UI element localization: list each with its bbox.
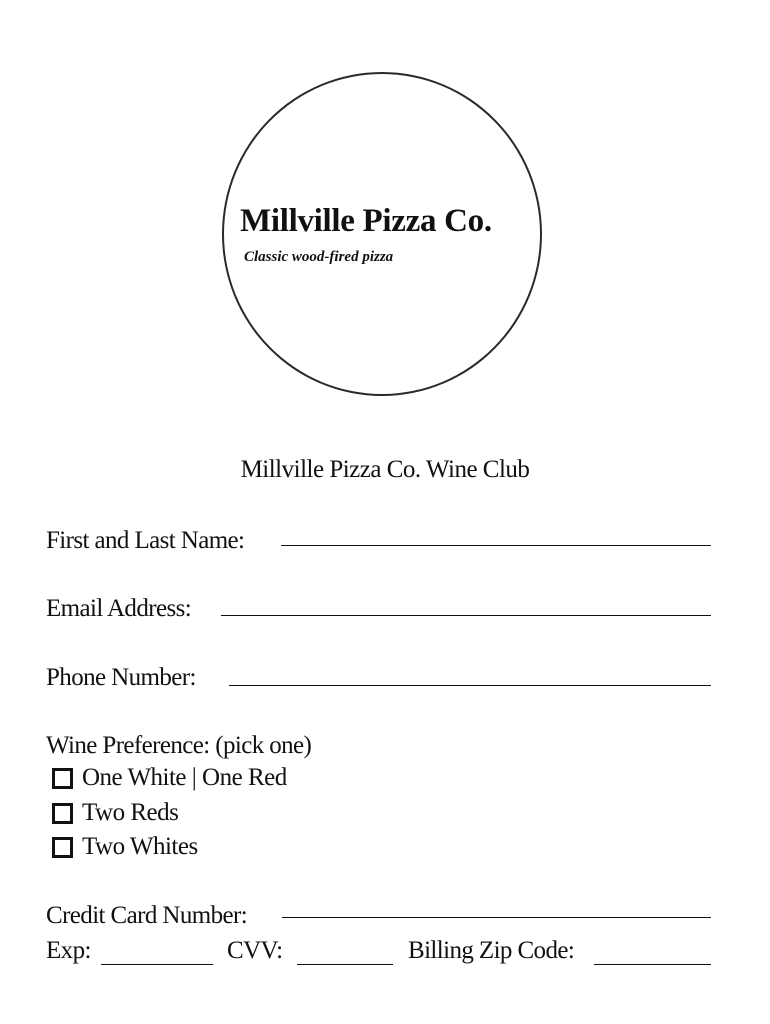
exp-label: Exp:: [46, 937, 91, 964]
zip-label: Billing Zip Code:: [408, 937, 575, 964]
wine-option-one-white-one-red[interactable]: [52, 763, 287, 793]
name-label: First and Last Name:: [46, 527, 245, 554]
wine-option-label: One White | One Red: [82, 764, 287, 791]
wine-option-label: Two Whites: [82, 833, 198, 860]
wine-option-two-reds[interactable]: [52, 798, 178, 828]
email-field-line[interactable]: [221, 615, 711, 616]
logo-tagline: Classic wood-fired pizza: [244, 249, 394, 265]
credit-card-label: Credit Card Number:: [46, 902, 248, 929]
wine-option-label: Two Reds: [82, 799, 179, 826]
cvv-label: CVV:: [227, 937, 283, 964]
zip-field-line[interactable]: [594, 964, 711, 965]
checkbox-icon[interactable]: [52, 837, 73, 858]
logo-name: Millville Pizza Co.: [240, 203, 492, 239]
wine-option-two-whites[interactable]: [52, 832, 198, 862]
credit-card-field-line[interactable]: [282, 917, 711, 918]
form-title: Millville Pizza Co. Wine Club: [240, 456, 530, 483]
checkbox-icon[interactable]: [52, 803, 73, 824]
phone-field-line[interactable]: [229, 685, 711, 686]
name-field-line[interactable]: [281, 545, 711, 546]
exp-field-line[interactable]: [101, 964, 213, 965]
wine-preference-label: Wine Preference: (pick one): [46, 732, 312, 759]
phone-label: Phone Number:: [46, 664, 196, 691]
email-label: Email Address:: [46, 595, 192, 622]
cvv-field-line[interactable]: [297, 964, 393, 965]
checkbox-icon[interactable]: [52, 768, 73, 789]
